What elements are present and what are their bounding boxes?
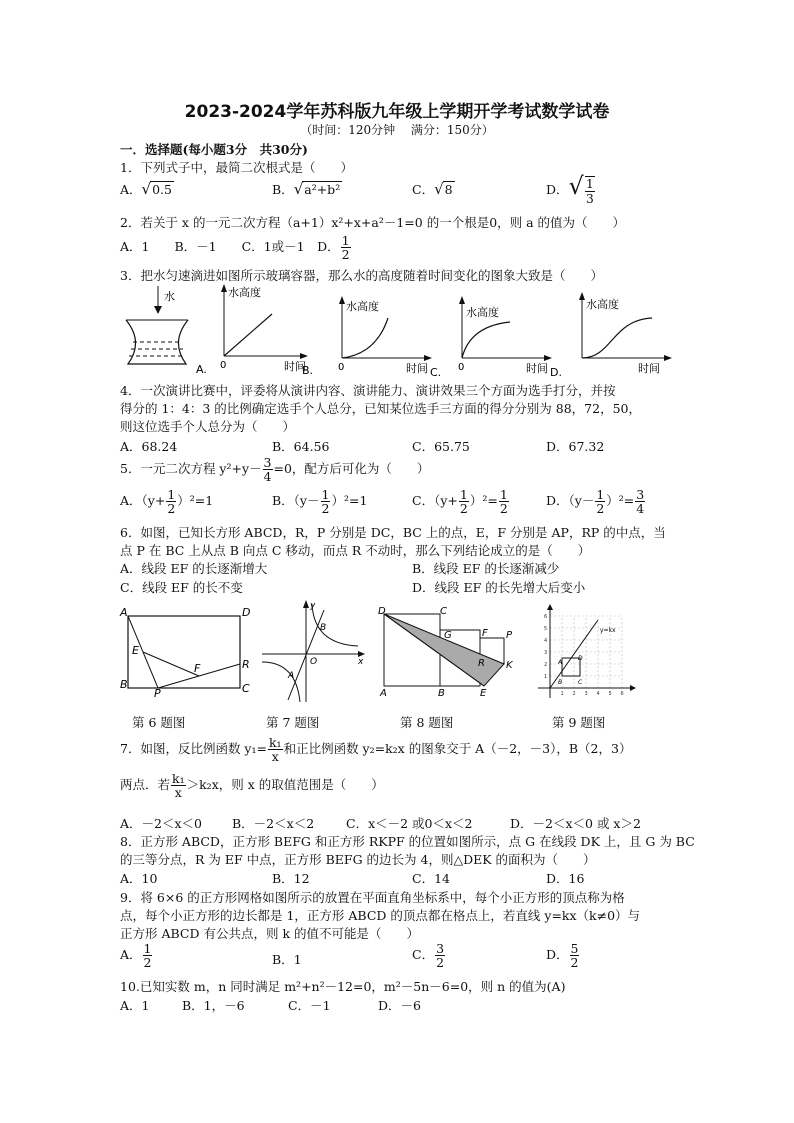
q7-option-a: A．－2＜x＜0 bbox=[120, 816, 202, 831]
q8-option-b: B．12 bbox=[272, 871, 310, 886]
svg-text:D.: D. bbox=[550, 366, 562, 379]
q7-line1: 7．如图，反比例函数 y₁= $\frac{\text{k₁}}{x}$ 和正比例函数 y₂=k₂x 的图象交于 A（－2，－3），B（2，3） bbox=[120, 735, 632, 765]
svg-text:A: A bbox=[288, 671, 295, 681]
svg-text:A: A bbox=[558, 659, 563, 666]
figure-q8 bbox=[376, 604, 526, 700]
svg-text:0: 0 bbox=[338, 362, 345, 373]
tick-label: 1 bbox=[560, 691, 564, 697]
svg-text:水高度: 水高度 bbox=[466, 306, 499, 319]
q4-line3: 则这位选手个人总分为（ ） bbox=[120, 419, 296, 434]
svg-text:P: P bbox=[154, 687, 161, 700]
svg-text:F: F bbox=[194, 662, 201, 675]
svg-text:y: y bbox=[310, 601, 316, 611]
svg-text:C: C bbox=[242, 682, 250, 695]
svg-text:D: D bbox=[378, 606, 386, 617]
q1-option-d: D．√ $\frac{1}{3}$ bbox=[546, 172, 594, 206]
tick-label: 3 bbox=[584, 691, 588, 697]
q4-option-a: A．68.24 bbox=[120, 439, 178, 454]
figure-q7 bbox=[258, 600, 368, 704]
svg-text:B.: B. bbox=[302, 364, 314, 377]
q3-container-figure bbox=[120, 284, 207, 376]
q8-line1: 8．正方形 ABCD，正方形 BEFG 和正方形 RKPF 的位置如图所示，点 G 在线段 DK 上，且 G 为 BC bbox=[120, 834, 695, 849]
svg-text:时间: 时间 bbox=[406, 362, 428, 375]
q8-option-c: C．14 bbox=[412, 871, 450, 886]
q6-line1: 6．如图，已知长方形 ABCD，R，P 分别是 DC，BC 上的点，E，F 分别是 AP，RP 的中点，当 bbox=[120, 525, 666, 540]
q5-option-a: A．（y+ $\frac{1}{2}$ ）²=1 bbox=[120, 487, 214, 517]
svg-text:水高度: 水高度 bbox=[228, 286, 261, 299]
q6-option-a: A．线段 EF 的长逐渐增大 bbox=[120, 561, 268, 576]
svg-text:B: B bbox=[320, 623, 327, 633]
q9-option-a: A． $\frac{1}{2}$ bbox=[120, 941, 152, 971]
q9-line3: 正方形 ABCD 有公共点，则 k 的值不可能是（ ） bbox=[120, 926, 419, 941]
q6-line2: 点 P 在 BC 上从点 B 向点 C 移动，而点 R 不动时，那么下列结论成立的是（ ） bbox=[120, 543, 591, 558]
q10-option-b: B．1，－6 bbox=[182, 998, 245, 1013]
svg-text:E: E bbox=[480, 688, 487, 699]
q4-line2: 得分的 1：4：3 的比例确定选手个人总分，已知某位选手三方面的得分分别为 88，72，50， bbox=[120, 401, 641, 416]
q10-option-d: D．－6 bbox=[378, 998, 421, 1013]
q7-option-b: B．－2＜x＜2 bbox=[232, 816, 315, 831]
svg-text:D: D bbox=[242, 606, 251, 619]
svg-text:A: A bbox=[120, 606, 128, 619]
q7-line2: 两点．若 $\frac{\text{k₁}}{x}$ ＞k₂x，则 x 的取值范围是（ ） bbox=[120, 771, 384, 801]
svg-text:F: F bbox=[482, 628, 488, 639]
svg-text:B: B bbox=[558, 679, 563, 686]
q7-option-c: C．x＜－2 或0＜x＜2 bbox=[346, 816, 473, 831]
q2-options: A．1 B．－1 C．1或－1 D． $\frac{1}{2}$ bbox=[120, 233, 350, 263]
svg-text:K: K bbox=[506, 660, 513, 671]
tick-label: 6 bbox=[620, 691, 624, 697]
svg-text:B: B bbox=[438, 688, 445, 699]
tick-label: 4 bbox=[596, 691, 600, 697]
caption-q7: 第 7 题图 bbox=[266, 715, 320, 730]
q9-line2: 点，每个小正方形的边长都是 1，正方形 ABCD 的顶点都在格点上，若直线 y=kx（k≠0）与 bbox=[120, 908, 641, 923]
q9-option-b: B．1 bbox=[272, 952, 302, 967]
q4-option-b: B．64.56 bbox=[272, 439, 330, 454]
caption-q6: 第 6 题图 bbox=[132, 715, 186, 730]
q4-option-c: C．65.75 bbox=[412, 439, 470, 454]
q9-option-c: C． $\frac{3}{2}$ bbox=[412, 941, 445, 971]
svg-text:A: A bbox=[380, 688, 387, 699]
q3-graph-b bbox=[332, 296, 444, 378]
svg-text:水高度: 水高度 bbox=[346, 300, 379, 313]
q3-graph-a bbox=[214, 284, 314, 376]
tick-label: 6 bbox=[544, 614, 548, 620]
svg-text:E: E bbox=[132, 644, 139, 657]
q8-line2: 的三等分点，R 为 EF 中点，正方形 BEFG 的边长为 4，则△DEK 的面积为（ ） bbox=[120, 852, 596, 867]
svg-text:y=kx: y=kx bbox=[600, 627, 616, 634]
tick-label: 5 bbox=[544, 626, 548, 632]
q6-option-b: B．线段 EF 的长逐渐减少 bbox=[412, 561, 560, 576]
q10-option-c: C．－1 bbox=[288, 998, 331, 1013]
exam-info: （时间：120分钟 满分：150分） bbox=[300, 123, 494, 137]
q3-graph-c bbox=[452, 296, 564, 378]
q5-option-d: D．（y－ $\frac{1}{2}$ ）²= $\frac{3}{4}$ bbox=[546, 487, 645, 517]
tick-label: 4 bbox=[544, 638, 548, 644]
section-heading: 一．选择题(每小题3分 共30分) bbox=[120, 142, 308, 157]
caption-q8: 第 8 题图 bbox=[400, 715, 454, 730]
svg-text:O: O bbox=[310, 657, 318, 667]
q3-label-a: A. bbox=[196, 363, 207, 376]
caption-q9: 第 9 题图 bbox=[552, 715, 606, 730]
svg-text:B: B bbox=[120, 678, 128, 691]
tick-label: 2 bbox=[572, 691, 576, 697]
svg-text:C.: C. bbox=[430, 366, 442, 379]
q3-stem: 3．把水匀速滴进如图所示玻璃容器，那么水的高度随着时间变化的图象大致是（ ） bbox=[120, 268, 603, 283]
q6-option-c: C．线段 EF 的长不变 bbox=[120, 580, 243, 595]
q5-stem: 5．一元二次方程 y²+y－ $\frac{3}{4}$ =0，配方后可化为（ ） bbox=[120, 455, 430, 485]
q5-option-b: B．（y－ $\frac{1}{2}$ ）²=1 bbox=[272, 487, 368, 517]
svg-text:R: R bbox=[478, 658, 485, 669]
q9-line1: 9．将 6×6 的正方形网格如图所示的放置在平面直角坐标系中，每个小正方形的顶点称为格 bbox=[120, 890, 625, 905]
svg-text:P: P bbox=[506, 630, 513, 641]
svg-text:时间: 时间 bbox=[284, 360, 306, 373]
q8-option-d: D．16 bbox=[546, 871, 585, 886]
tick-label: 1 bbox=[544, 674, 548, 680]
svg-text:0: 0 bbox=[220, 360, 227, 371]
q1-option-b: B．√a²+b² bbox=[272, 180, 341, 198]
svg-text:D: D bbox=[578, 655, 583, 662]
svg-text:水高度: 水高度 bbox=[586, 298, 619, 311]
q10-option-a: A．1 bbox=[120, 998, 150, 1013]
svg-text:时间: 时间 bbox=[526, 362, 548, 375]
tick-label: 2 bbox=[544, 662, 548, 668]
svg-text:x: x bbox=[358, 657, 364, 667]
svg-text:R: R bbox=[242, 658, 250, 671]
q9-option-d: D． $\frac{5}{2}$ bbox=[546, 941, 579, 971]
figure-q9 bbox=[530, 602, 640, 702]
q8-option-a: A．10 bbox=[120, 871, 158, 886]
q4-line1: 4．一次演讲比赛中，评委将从演讲内容、演讲能力、演讲效果三个方面为选手打分，并按 bbox=[120, 383, 616, 398]
q10-stem: 10.已知实数 m，n 同时满足 m²+n²－12=0，m²－5n－6=0，则 n 的值为(A) bbox=[120, 979, 566, 994]
q6-option-d: D．线段 EF 的长先增大后变小 bbox=[412, 580, 586, 595]
q3-graph-d bbox=[572, 292, 682, 378]
q1-option-c: C．√8 bbox=[412, 180, 453, 198]
q7-option-d: D．－2＜x＜0 或 x＞2 bbox=[510, 816, 641, 831]
svg-text:C: C bbox=[578, 679, 583, 686]
svg-text:0: 0 bbox=[458, 362, 465, 373]
q2-stem: 2．若关于 x 的一元二次方程（a+1）x²+x+a²－1=0 的一个根是0，则 a 的值为（ ） bbox=[120, 215, 626, 230]
q5-option-c: C．（y+ $\frac{1}{2}$ ）²= $\frac{1}{2}$ bbox=[412, 487, 508, 517]
q4-option-d: D．67.32 bbox=[546, 439, 605, 454]
svg-text:C: C bbox=[440, 606, 447, 617]
page-title: 2023-2024学年苏科版九年级上学期开学考试数学试卷 bbox=[184, 102, 610, 122]
q1-option-a: A．√0.5 bbox=[120, 180, 172, 198]
tick-label: 5 bbox=[608, 691, 612, 697]
svg-text:G: G bbox=[444, 630, 452, 641]
svg-text:时间: 时间 bbox=[638, 362, 660, 375]
q1-stem: 1．下列式子中，最简二次根式是（ ） bbox=[120, 160, 353, 175]
q3-water-label: 水 bbox=[164, 290, 175, 303]
figure-q6 bbox=[118, 604, 254, 698]
tick-label: 3 bbox=[544, 650, 548, 656]
